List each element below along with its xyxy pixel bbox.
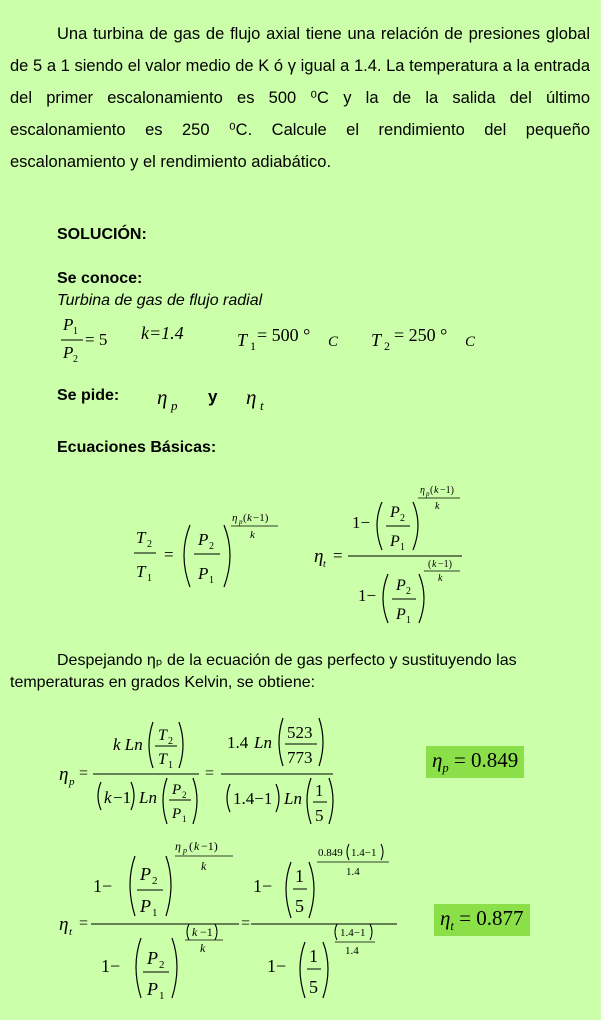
svg-text:P: P bbox=[396, 577, 406, 594]
eta-t-symbol bbox=[244, 384, 274, 416]
svg-text:η: η bbox=[232, 512, 238, 524]
svg-text:t: t bbox=[260, 398, 264, 413]
svg-text:k: k bbox=[200, 941, 206, 955]
svg-text:Ln: Ln bbox=[284, 789, 302, 808]
svg-text:T: T bbox=[158, 727, 167, 744]
ratio-value: = 5 bbox=[85, 330, 108, 349]
svg-text:=: = bbox=[241, 915, 251, 932]
solution-title: SOLUCIÓN: bbox=[57, 226, 147, 243]
svg-text:1: 1 bbox=[209, 575, 214, 586]
problem-statement: Una turbina de gas de flujo axial tiene una relación de presiones global de 5 a 1 siendo el valor medio de K ó γ igual a 1.4. La temperatura a la entrada del primer escalonamiento es 500 ⁰C y la de la salida del último escalonamiento es 250 ⁰C. Calcule el rendimiento del pequeño escalonamiento y el rendimiento adiabático. bbox=[10, 25, 590, 171]
svg-text:T: T bbox=[136, 562, 146, 581]
svg-text:2: 2 bbox=[209, 541, 214, 552]
svg-text:P: P bbox=[396, 606, 406, 623]
svg-text:−1): −1) bbox=[253, 512, 269, 524]
svg-text:2: 2 bbox=[406, 586, 411, 597]
svg-text:−1: −1 bbox=[113, 788, 132, 807]
svg-text:1.4−1: 1.4−1 bbox=[233, 789, 273, 808]
svg-text:1−: 1− bbox=[101, 956, 121, 976]
svg-text:P: P bbox=[390, 533, 400, 550]
svg-text:0.849: 0.849 bbox=[318, 847, 343, 859]
svg-text:η: η bbox=[246, 385, 257, 409]
svg-text:1−: 1− bbox=[93, 876, 113, 896]
svg-text:k: k bbox=[194, 839, 200, 853]
svg-text:P: P bbox=[63, 343, 74, 362]
t2-unit: C bbox=[465, 334, 476, 350]
svg-text:p: p bbox=[239, 518, 243, 526]
svg-text:η: η bbox=[59, 764, 69, 785]
svg-text:k: k bbox=[435, 501, 440, 512]
svg-text:1.4−1: 1.4−1 bbox=[351, 847, 377, 859]
svg-text:2: 2 bbox=[147, 539, 152, 550]
svg-text:=: = bbox=[164, 545, 174, 564]
svg-text:η: η bbox=[175, 839, 181, 853]
svg-text:1−: 1− bbox=[358, 586, 377, 605]
svg-text:P: P bbox=[172, 782, 182, 798]
svg-text:5: 5 bbox=[315, 806, 324, 825]
svg-text:t: t bbox=[69, 926, 73, 938]
svg-text:P: P bbox=[198, 530, 209, 549]
svg-text:η: η bbox=[59, 914, 69, 935]
eta-t-result: $\eta_t = 0.877$ bbox=[434, 904, 530, 936]
svg-text:Ln: Ln bbox=[139, 788, 157, 807]
known-label: Se conoce: bbox=[57, 270, 143, 287]
svg-text:T: T bbox=[136, 528, 146, 547]
svg-text:k Ln: k Ln bbox=[113, 735, 143, 754]
asked-label: Se pide: bbox=[57, 387, 120, 404]
svg-text:1−: 1− bbox=[253, 876, 273, 896]
eta-t-derivation bbox=[55, 832, 425, 1010]
known-values-formula bbox=[57, 312, 497, 364]
svg-text:k: k bbox=[432, 559, 437, 570]
svg-text:2: 2 bbox=[400, 513, 405, 524]
t2-value: = 250 ° bbox=[394, 325, 448, 345]
svg-text:1: 1 bbox=[159, 990, 165, 1002]
svg-text:1: 1 bbox=[250, 339, 256, 353]
eta-p-symbol bbox=[155, 384, 185, 416]
svg-text:2: 2 bbox=[384, 339, 390, 353]
svg-text:P: P bbox=[63, 315, 74, 334]
svg-text:−1: −1 bbox=[200, 925, 213, 939]
eta-p-derivation bbox=[55, 712, 345, 832]
svg-text:η: η bbox=[157, 385, 168, 409]
derivation-text: Despejando ηₚ de la ecuación de gas perfecto y sustituyendo las temperaturas en grados Kelvin, se obtiene: bbox=[10, 652, 517, 691]
svg-text:P: P bbox=[390, 504, 400, 521]
svg-text:=: = bbox=[79, 765, 89, 782]
svg-text:5: 5 bbox=[295, 896, 304, 916]
svg-text:773: 773 bbox=[287, 748, 313, 767]
adiabatic-efficiency-equation bbox=[310, 480, 480, 630]
svg-text:1.4: 1.4 bbox=[346, 866, 360, 878]
svg-text:1: 1 bbox=[406, 615, 411, 626]
svg-text:2: 2 bbox=[168, 736, 173, 747]
svg-text:P: P bbox=[147, 948, 158, 968]
svg-text:k: k bbox=[438, 573, 443, 584]
svg-text:1−: 1− bbox=[267, 956, 287, 976]
svg-text:k: k bbox=[104, 788, 112, 807]
svg-text:Ln: Ln bbox=[254, 733, 272, 752]
svg-text:k: k bbox=[434, 485, 439, 496]
svg-text:k: k bbox=[201, 859, 207, 873]
svg-text:2: 2 bbox=[159, 959, 165, 971]
known-subtitle: Turbina de gas de flujo radial bbox=[57, 292, 263, 309]
svg-text:=: = bbox=[205, 765, 215, 782]
svg-text:t: t bbox=[323, 559, 326, 570]
svg-text:1: 1 bbox=[147, 573, 152, 584]
svg-text:(: ( bbox=[428, 559, 432, 570]
svg-text:k: k bbox=[192, 925, 198, 939]
svg-text:1: 1 bbox=[295, 866, 304, 886]
svg-text:p: p bbox=[426, 490, 430, 498]
svg-text:p: p bbox=[171, 398, 178, 413]
svg-text:P: P bbox=[172, 806, 182, 822]
svg-text:P: P bbox=[198, 564, 209, 583]
svg-text:P: P bbox=[147, 979, 158, 999]
svg-text:1: 1 bbox=[168, 760, 173, 771]
svg-text:k: k bbox=[247, 512, 252, 524]
svg-text:T: T bbox=[237, 330, 248, 350]
svg-text:(: ( bbox=[189, 839, 193, 853]
svg-text:−1): −1) bbox=[440, 485, 454, 496]
svg-text:1: 1 bbox=[400, 542, 405, 553]
svg-text:523: 523 bbox=[287, 723, 313, 742]
svg-text:p: p bbox=[69, 776, 75, 788]
svg-text:5: 5 bbox=[309, 977, 318, 997]
k-value: k=1.4 bbox=[141, 323, 184, 343]
eta-p-result: $\eta_p = 0.849$ bbox=[426, 746, 524, 778]
svg-text:2: 2 bbox=[182, 790, 187, 800]
t1-value: = 500 ° bbox=[257, 325, 311, 345]
svg-text:1: 1 bbox=[73, 326, 78, 337]
svg-text:2: 2 bbox=[73, 354, 78, 364]
svg-text:T: T bbox=[371, 330, 382, 350]
t1-unit: C bbox=[328, 334, 339, 350]
svg-text:η: η bbox=[314, 546, 324, 567]
svg-text:T: T bbox=[158, 751, 167, 768]
svg-text:1: 1 bbox=[309, 946, 318, 966]
svg-text:=: = bbox=[333, 546, 343, 565]
svg-text:=: = bbox=[79, 915, 89, 932]
svg-text:η: η bbox=[420, 485, 425, 496]
svg-text:1: 1 bbox=[315, 781, 324, 800]
svg-text:(: ( bbox=[243, 512, 247, 524]
svg-text:p: p bbox=[183, 846, 187, 855]
svg-text:P: P bbox=[140, 896, 151, 916]
svg-text:1.4: 1.4 bbox=[227, 733, 249, 752]
svg-text:k: k bbox=[250, 529, 255, 541]
temperature-ratio-equation bbox=[130, 505, 290, 595]
asked-and: y bbox=[208, 387, 218, 406]
svg-text:−1): −1) bbox=[201, 839, 218, 853]
svg-text:1: 1 bbox=[152, 907, 158, 919]
svg-text:1.4: 1.4 bbox=[345, 945, 359, 957]
svg-text:P: P bbox=[140, 864, 151, 884]
svg-text:−1): −1) bbox=[438, 559, 452, 570]
equations-label: Ecuaciones Básicas: bbox=[57, 439, 217, 456]
svg-text:1−: 1− bbox=[352, 513, 371, 532]
svg-text:(: ( bbox=[430, 485, 434, 496]
svg-text:1: 1 bbox=[182, 814, 187, 824]
svg-text:1.4−1: 1.4−1 bbox=[340, 927, 366, 939]
svg-text:2: 2 bbox=[152, 875, 158, 887]
